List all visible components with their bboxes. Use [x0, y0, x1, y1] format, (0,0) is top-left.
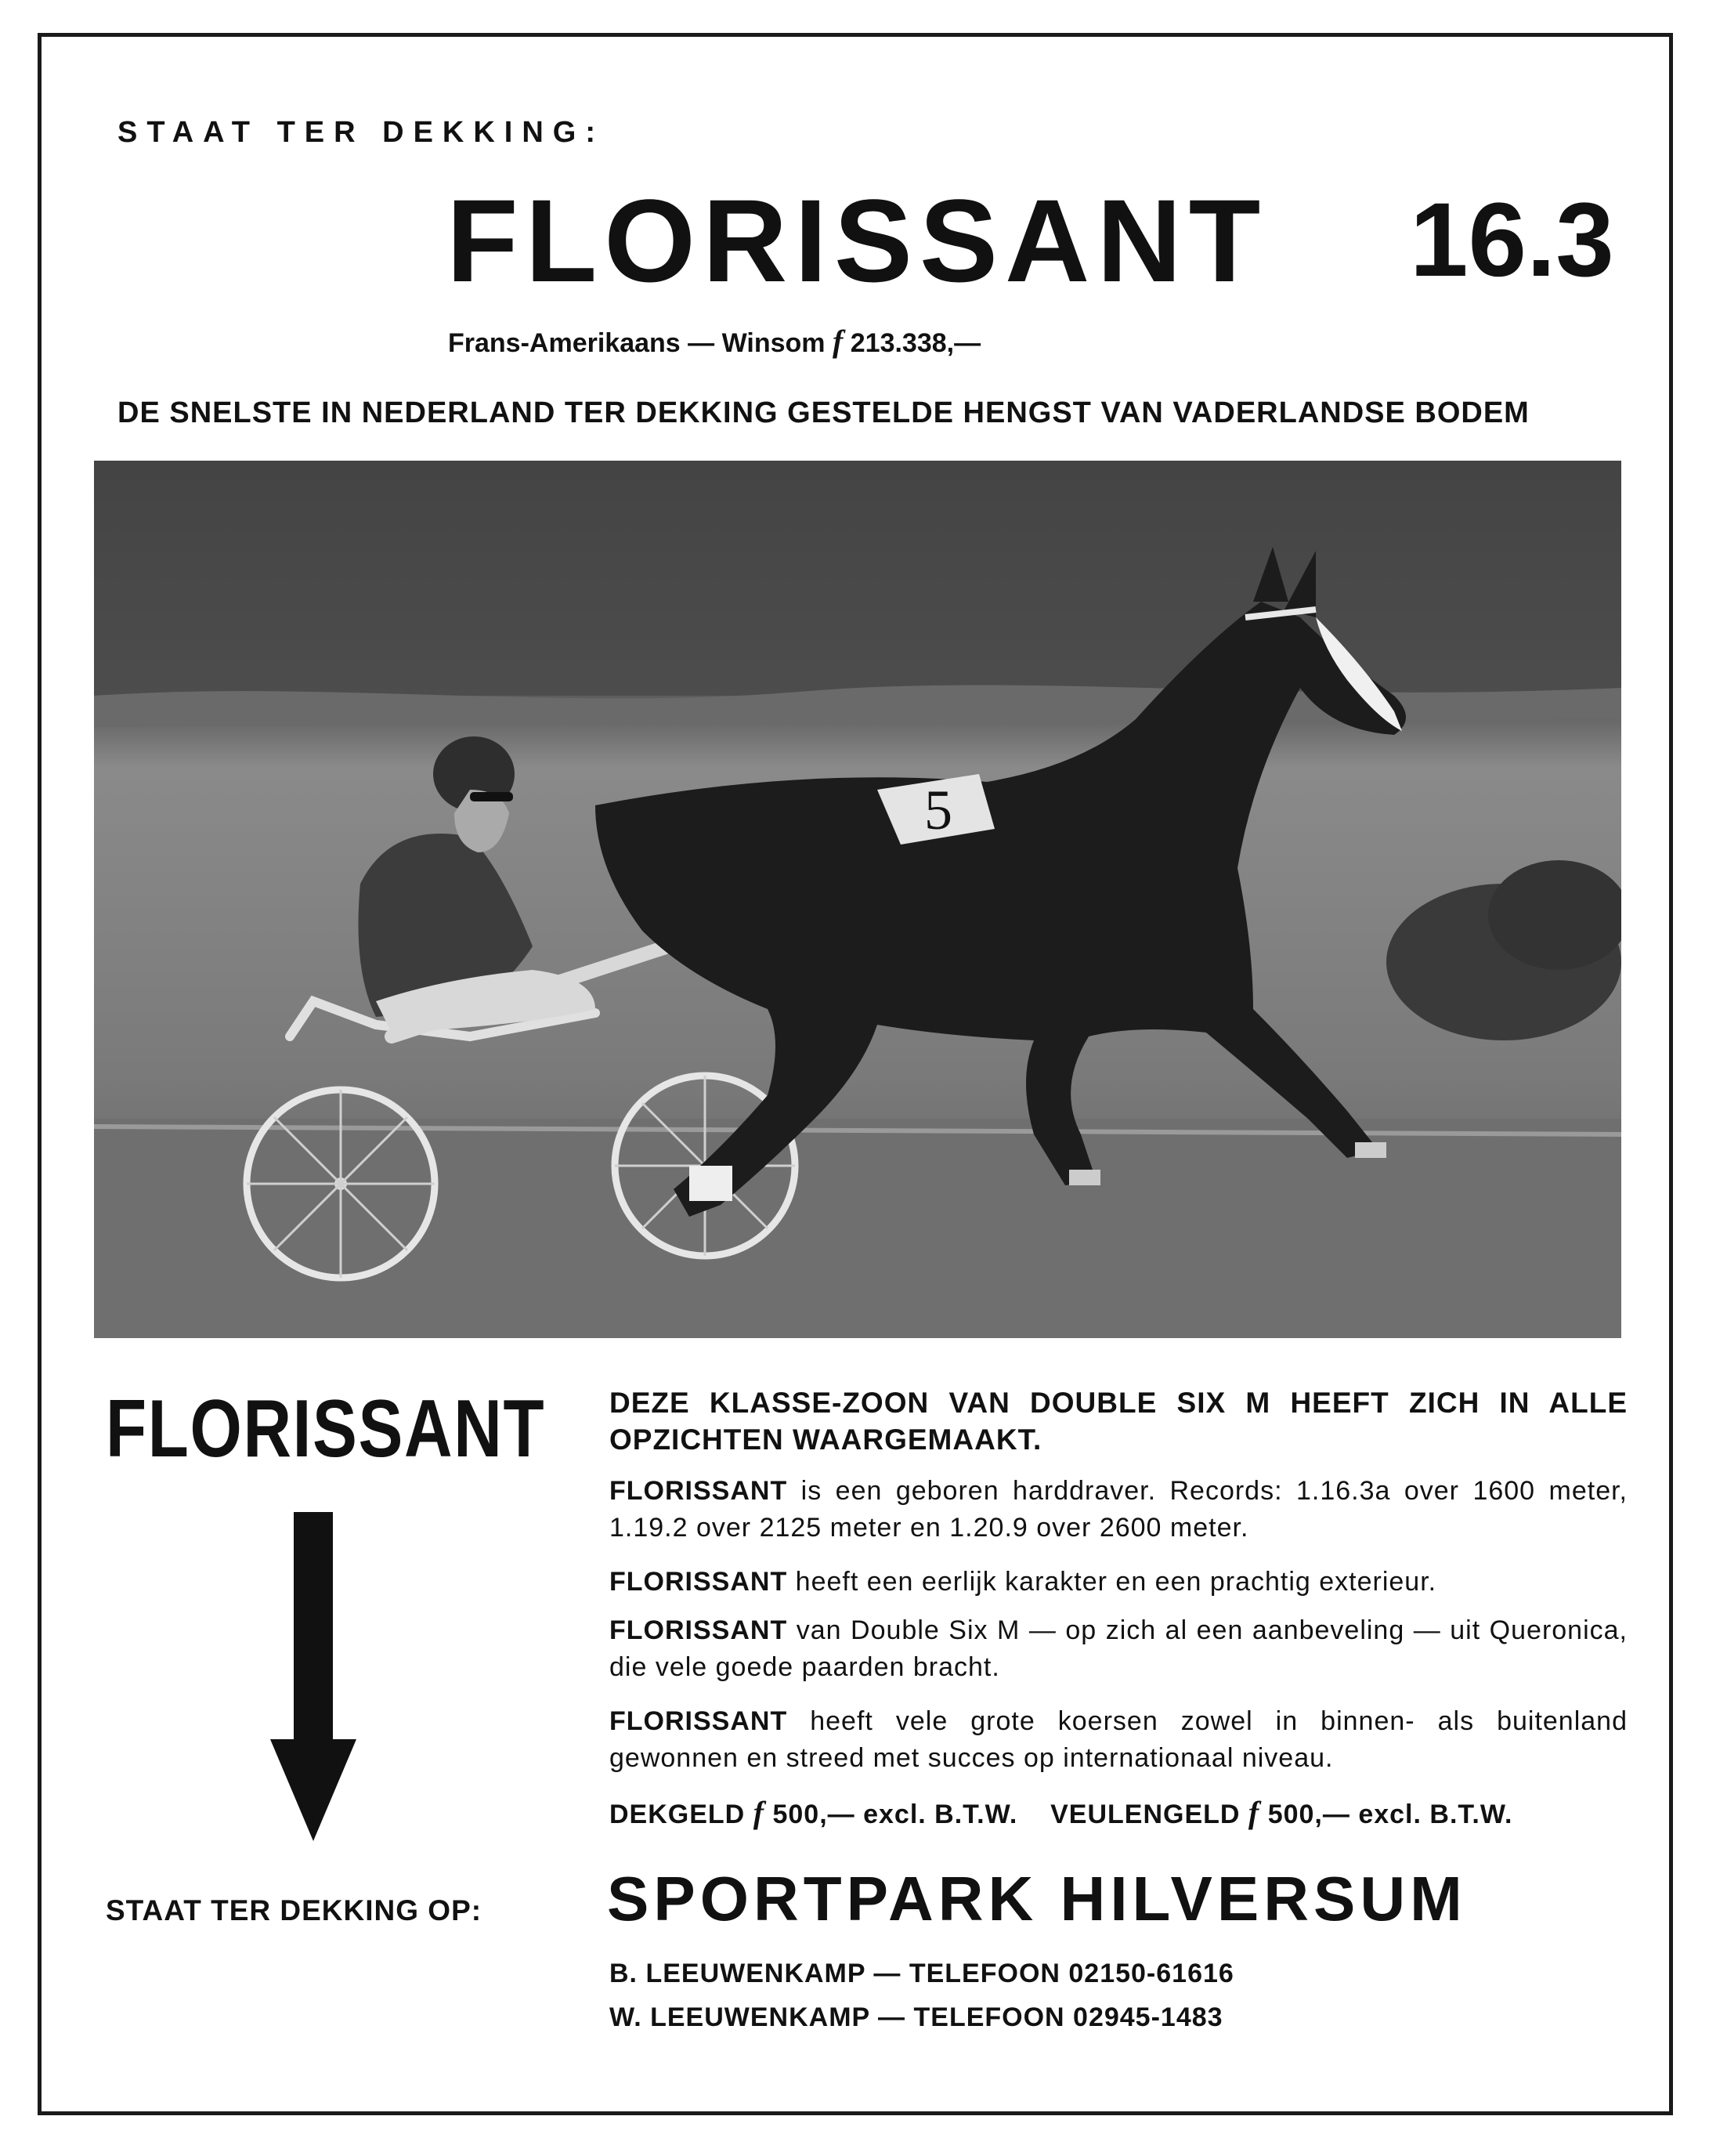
dekgeld-tax: excl. B.T.W. — [863, 1800, 1018, 1829]
horse-name-title: FLORISSANT — [446, 175, 1268, 306]
contact-line: W. LEEUWENKAMP — TELEFOON 02945-1483 — [609, 2002, 1223, 2032]
saddle-number: 5 — [924, 779, 952, 841]
veulengeld-label: VEULENGELD — [1050, 1800, 1241, 1829]
paragraph-character — [609, 1564, 1628, 1601]
paragraph-pedigree — [609, 1612, 1628, 1686]
paragraph-name: FLORISSANT — [609, 1476, 788, 1506]
paragraph-text: heeft een eerlijk karakter en een prachtig exterieur. — [787, 1567, 1437, 1597]
winnings-label: Winsom — [721, 328, 826, 358]
body-headline: DEZE KLASSE-ZOON VAN DOUBLE SIX M HEEFT ZICH IN ALLE OPZICHTEN WAARGEMAAKT. — [609, 1387, 1628, 1456]
winnings-amount: 213.338,— — [850, 328, 981, 358]
dekgeld-label: DEKGELD — [609, 1800, 746, 1829]
horse-rating: 16.3 — [1410, 182, 1614, 298]
paragraph-records — [609, 1473, 1628, 1546]
headline — [446, 175, 1621, 307]
paragraph-name: FLORISSANT — [609, 1706, 788, 1736]
intro-label: STAAT TER DEKKING: — [117, 116, 605, 149]
paragraph-text: heeft vele grote koersen zowel in binnen- als buitenland gewonnen en streed met succes op internationaal niveau. — [609, 1706, 1628, 1773]
location-label: STAAT TER DEKKING OP: — [106, 1894, 482, 1926]
dash: — — [688, 328, 715, 358]
contact-line: B. LEEUWENKAMP — TELEFOON 02150-61616 — [609, 1959, 1234, 1988]
tagline: DE SNELSTE IN NEDERLAND TER DEKKING GESTELDE HENGST VAN VADERLANDSE BODEM — [117, 396, 1530, 429]
pedigree-line — [448, 323, 981, 360]
currency-symbol: f — [753, 1795, 765, 1830]
origin: Frans-Amerikaans — [448, 328, 681, 358]
currency-symbol: f — [832, 324, 844, 359]
currency-symbol: f — [1248, 1795, 1260, 1830]
paragraph-text: is een geboren harddraver. Records: 1.16.3a over 1600 meter, 1.19.2 over 2125 meter en 1.20.9 over 2600 meter. — [609, 1476, 1628, 1543]
veulengeld-tax: excl. B.T.W. — [1358, 1800, 1513, 1829]
fees-line — [609, 1794, 1628, 1833]
harness-racing-photo — [94, 461, 1621, 1338]
horse-and-sulky-illustration — [94, 461, 1621, 1338]
paragraph-name: FLORISSANT — [609, 1615, 788, 1645]
paragraph-text: van Double Six M — op zich al een aanbeveling — uit Queronica, die vele goede paarden bracht. — [609, 1615, 1628, 1682]
arrow-down-icon — [270, 1512, 356, 1841]
veulengeld-amount: 500,— — [1267, 1800, 1350, 1829]
dekgeld-amount: 500,— — [772, 1800, 855, 1829]
venue-name: SPORTPARK HILVERSUM — [607, 1864, 1467, 1934]
paragraph-races — [609, 1703, 1628, 1777]
sidebar-horse-name: FLORISSANT — [106, 1384, 546, 1474]
paragraph-name: FLORISSANT — [609, 1567, 788, 1597]
